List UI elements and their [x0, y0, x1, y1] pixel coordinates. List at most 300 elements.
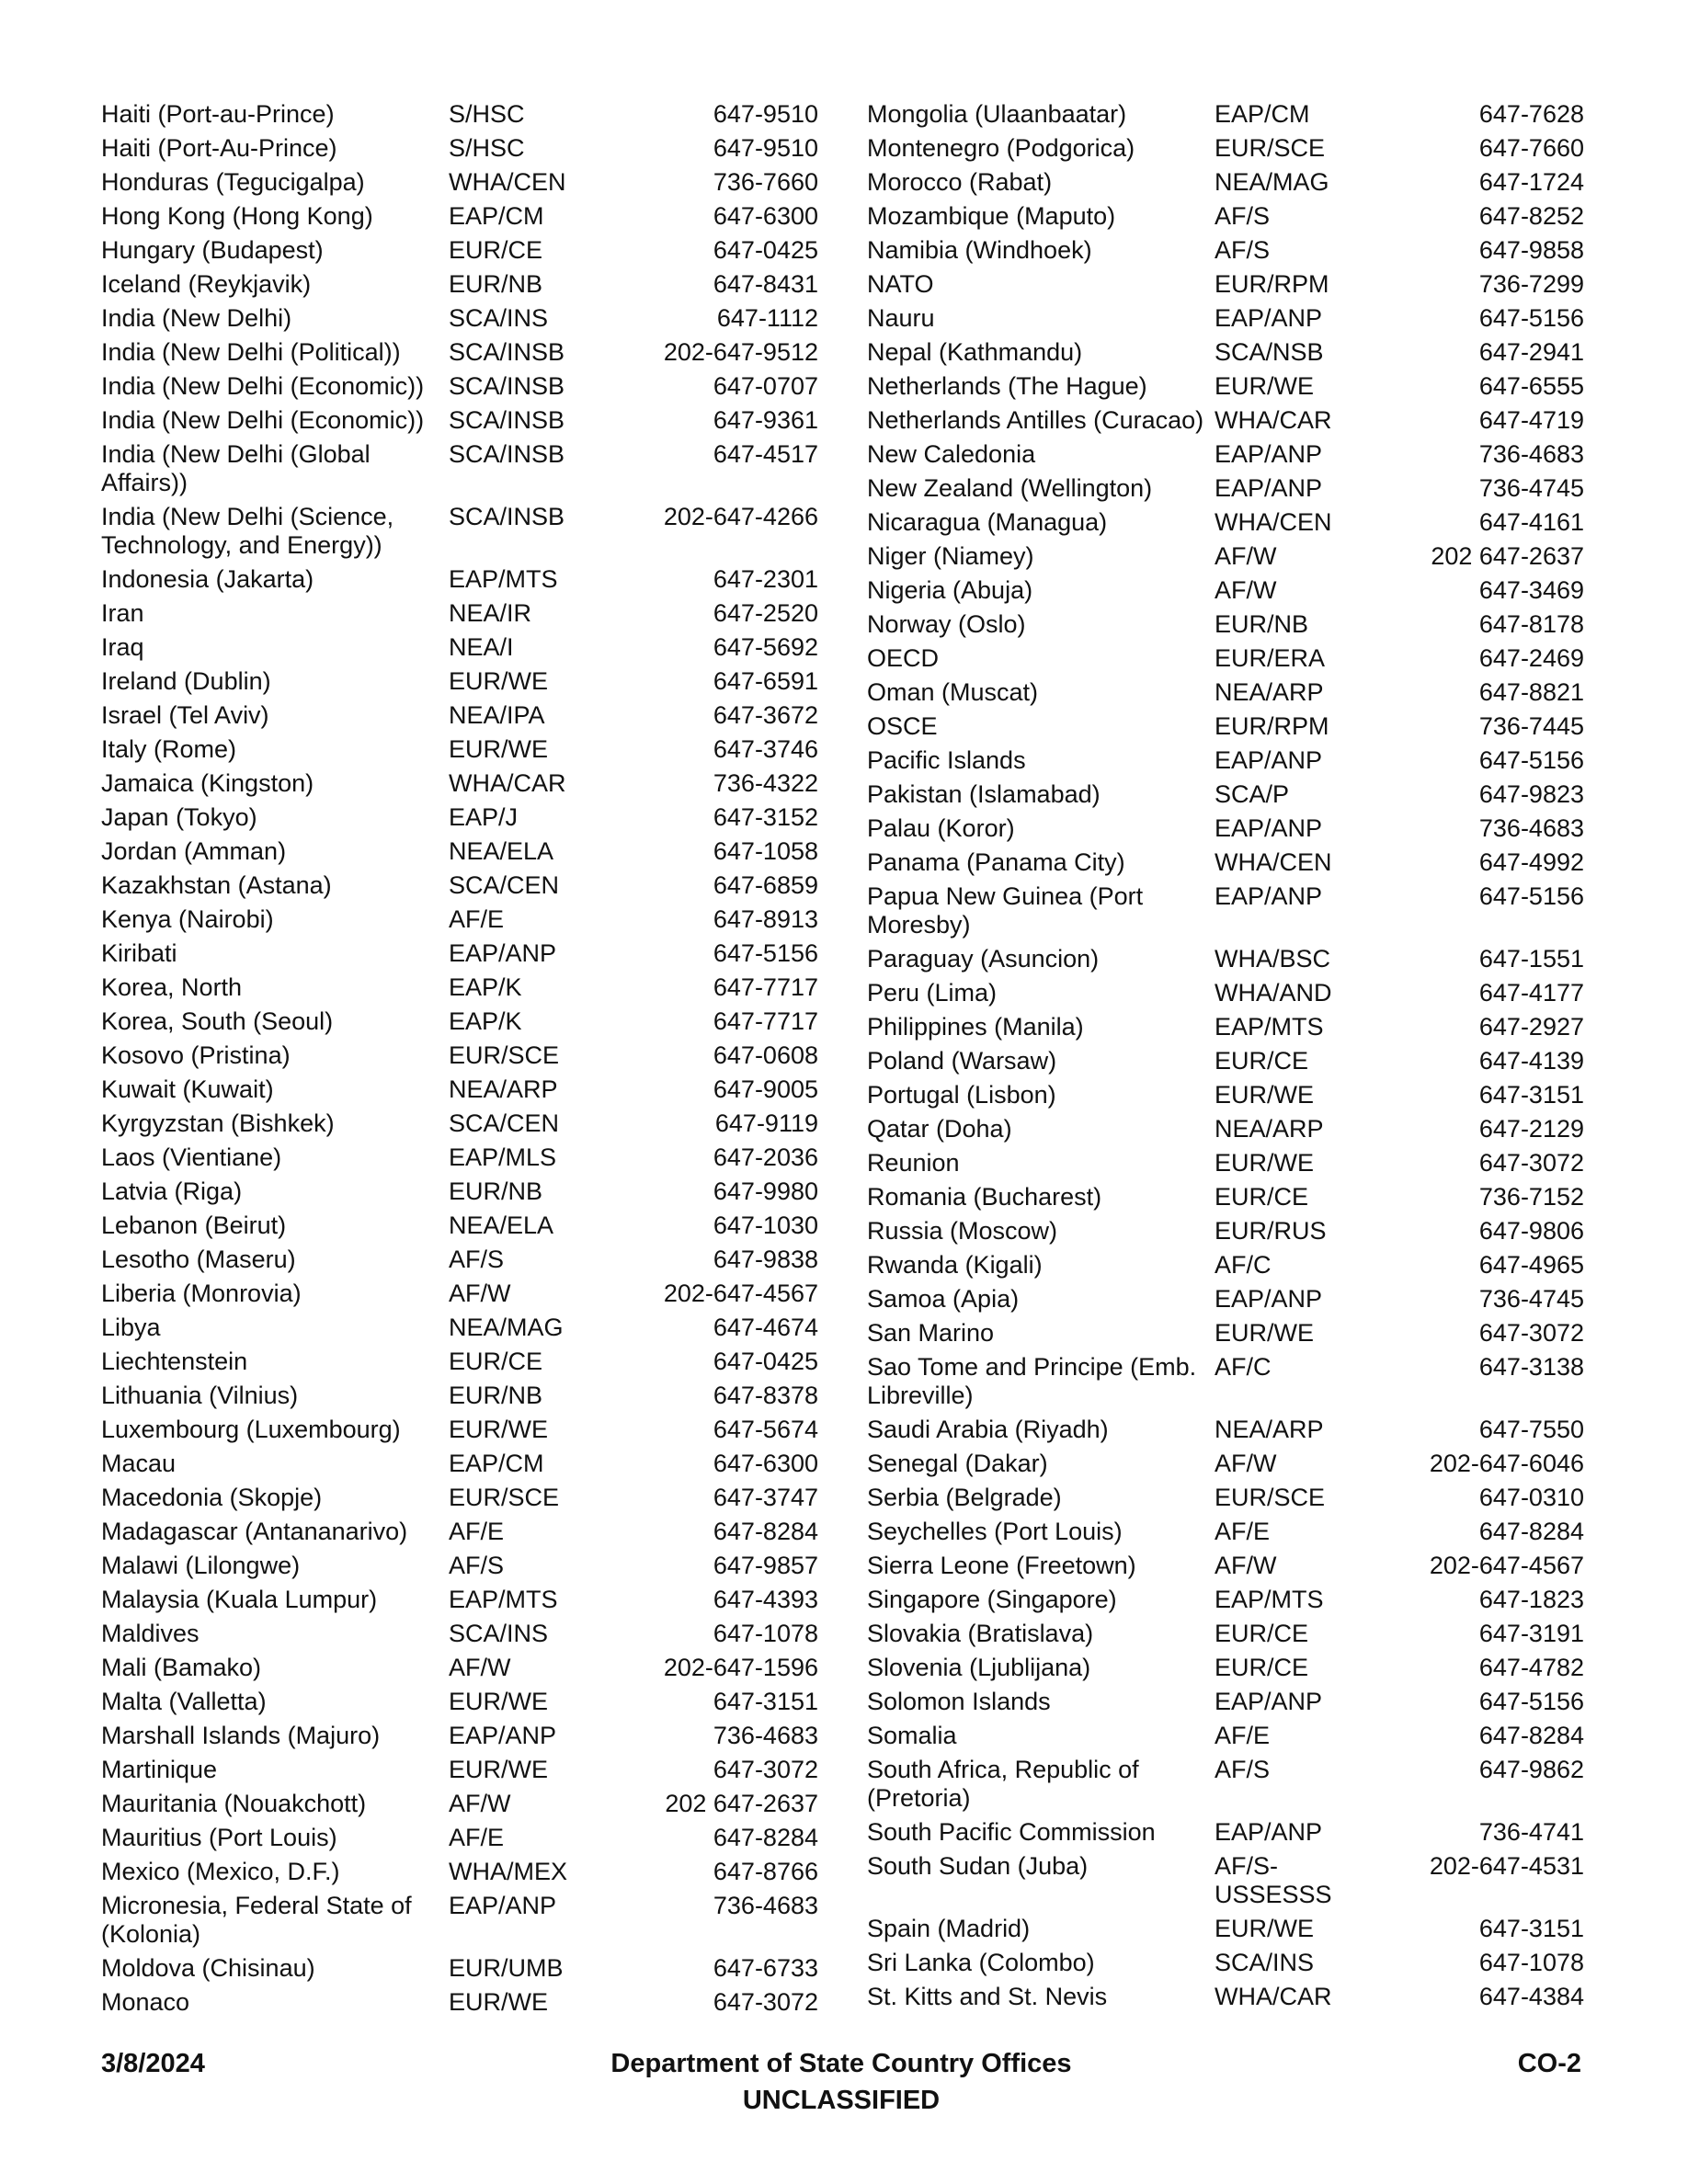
phone-number: 647-9980 [713, 1177, 818, 1205]
table-row [867, 270, 1584, 304]
country-name: Korea, South (Seoul) [101, 1007, 334, 1035]
country-name: Laos (Vientiane) [101, 1143, 282, 1171]
bureau-code: SCA/CEN [449, 1109, 560, 1137]
bureau-code: NEA/ARP [449, 1075, 558, 1103]
table-row [101, 1892, 818, 1954]
phone-number: 647-6859 [713, 871, 818, 899]
phone-number: 647-0707 [713, 372, 818, 400]
phone-number: 647-9361 [713, 406, 818, 434]
country-name: Namibia (Windhoek) [867, 236, 1092, 264]
country-name: Jordan (Amman) [101, 837, 287, 865]
phone-number: 647-9806 [1478, 1217, 1584, 1245]
country-name: St. Kitts and St. Nevis [867, 1983, 1108, 2010]
country-name: India (New Delhi (Global Affairs)) [101, 440, 371, 496]
phone-number: 647-4965 [1478, 1251, 1584, 1279]
phone-number: 647-9510 [713, 100, 818, 128]
bureau-code: AF/S [449, 1552, 505, 1579]
phone-number: 647-4161 [1478, 508, 1584, 536]
table-row [101, 633, 818, 667]
phone-number: 647-4517 [713, 440, 818, 468]
bureau-code: EAP/ANP [1215, 814, 1323, 842]
bureau-code: WHA/CAR [1215, 1983, 1332, 2010]
bureau-code: AF/W [1215, 576, 1277, 604]
table-row [867, 1319, 1584, 1353]
table-row [867, 712, 1584, 746]
country-name: Panama (Panama City) [867, 848, 1125, 876]
bureau-code: EAP/ANP [1215, 440, 1323, 468]
phone-number: 647-0425 [713, 1348, 818, 1375]
country-name: Israel (Tel Aviv) [101, 701, 269, 729]
directory-column-right [867, 100, 1584, 2017]
table-row [867, 406, 1584, 440]
bureau-code: NEA/MAG [1215, 168, 1329, 196]
country-name: Solomon Islands [867, 1688, 1051, 1715]
country-name: India (New Delhi (Science, Technology, and Energy)) [101, 503, 394, 559]
bureau-code: NEA/I [449, 633, 514, 661]
country-name: India (New Delhi (Political)) [101, 338, 401, 366]
country-name: Slovenia (Ljublijana) [867, 1654, 1091, 1681]
table-row [867, 1852, 1584, 1915]
phone-number: 647-7550 [1478, 1416, 1584, 1443]
country-name: San Marino [867, 1319, 995, 1347]
bureau-code: AF/W [449, 1790, 511, 1817]
phone-number: 647-4393 [713, 1586, 818, 1613]
phone-number: 647-2927 [1478, 1013, 1584, 1041]
phone-number: 736-4322 [713, 769, 818, 797]
table-row [101, 565, 818, 599]
phone-number: 736-4745 [1478, 1285, 1584, 1313]
table-row [101, 701, 818, 735]
bureau-code: EUR/WE [1215, 1319, 1314, 1347]
phone-number: 647-4992 [1478, 848, 1584, 876]
country-name: New Zealand (Wellington) [867, 474, 1153, 502]
country-name: Portugal (Lisbon) [867, 1081, 1056, 1109]
phone-number: 647-8913 [713, 905, 818, 933]
country-name: Mexico (Mexico, D.F.) [101, 1858, 340, 1885]
table-row [101, 1858, 818, 1892]
country-name: Kenya (Nairobi) [101, 905, 274, 933]
country-name: Hungary (Budapest) [101, 236, 324, 264]
country-name: Japan (Tokyo) [101, 803, 257, 831]
bureau-code: EAP/ANP [1215, 746, 1323, 774]
country-name: Somalia [867, 1722, 957, 1749]
table-row [101, 440, 818, 503]
bureau-code: EUR/ERA [1215, 644, 1326, 672]
table-row [101, 134, 818, 168]
bureau-code: EUR/WE [449, 667, 548, 695]
bureau-code: NEA/MAG [449, 1314, 564, 1341]
phone-number: 647-8284 [1478, 1722, 1584, 1749]
country-name: India (New Delhi (Economic)) [101, 372, 425, 400]
phone-number: 647-1112 [716, 304, 818, 332]
bureau-code: WHA/AND [1215, 979, 1332, 1007]
table-row [101, 1211, 818, 1246]
bureau-code: EUR/WE [1215, 1149, 1314, 1177]
table-row [101, 1988, 818, 2022]
phone-number: 647-3138 [1478, 1353, 1584, 1381]
table-row [867, 746, 1584, 780]
bureau-code: EUR/WE [1215, 1081, 1314, 1109]
bureau-code: WHA/CAR [1215, 406, 1332, 434]
bureau-code: EUR/WE [449, 735, 548, 763]
table-row [867, 678, 1584, 712]
country-name: Montenegro (Podgorica) [867, 134, 1135, 162]
table-row [101, 1518, 818, 1552]
bureau-code: EUR/CE [449, 1348, 543, 1375]
phone-number: 647-8766 [713, 1858, 818, 1885]
country-name: Niger (Niamey) [867, 542, 1034, 570]
table-row [867, 236, 1584, 270]
phone-number: 647-8284 [713, 1824, 818, 1851]
bureau-code: AF/W [1215, 542, 1277, 570]
bureau-code: EUR/RUS [1215, 1217, 1327, 1245]
bureau-code: SCA/P [1215, 780, 1290, 808]
bureau-code: WHA/CEN [1215, 508, 1332, 536]
bureau-code: EUR/CE [1215, 1183, 1309, 1211]
bureau-code: AF/C [1215, 1353, 1272, 1381]
phone-number: 647-3151 [713, 1688, 818, 1715]
country-name: Morocco (Rabat) [867, 168, 1053, 196]
table-row [101, 1790, 818, 1824]
country-name: Sri Lanka (Colombo) [867, 1949, 1095, 1976]
country-name: Jamaica (Kingston) [101, 769, 314, 797]
phone-number: 647-8431 [713, 270, 818, 298]
bureau-code: EUR/WE [449, 1416, 548, 1443]
bureau-code: EAP/ANP [449, 1892, 557, 1919]
phone-number: 647-1823 [1478, 1586, 1584, 1613]
bureau-code: AF/S-USSESSS [1215, 1852, 1332, 1908]
country-name: Mongolia (Ulaanbaatar) [867, 100, 1127, 128]
bureau-code: EUR/CE [1215, 1654, 1309, 1681]
bureau-code: NEA/IPA [449, 701, 545, 729]
bureau-code: EUR/CE [1215, 1047, 1309, 1075]
table-row [101, 1382, 818, 1416]
country-name: Spain (Madrid) [867, 1915, 1031, 1942]
country-name: Iran [101, 599, 144, 627]
phone-number: 202-647-4567 [1429, 1552, 1584, 1579]
bureau-code: EAP/ANP [449, 1722, 557, 1749]
country-name: Qatar (Doha) [867, 1115, 1012, 1143]
phone-number: 647-3151 [1478, 1081, 1584, 1109]
bureau-code: SCA/INSB [449, 406, 565, 434]
country-name: South Sudan (Juba) [867, 1852, 1089, 1880]
table-row [867, 1013, 1584, 1047]
table-row [101, 1954, 818, 1988]
bureau-code: AF/S [1215, 236, 1271, 264]
country-name: Nigeria (Abuja) [867, 576, 1033, 604]
table-row [101, 168, 818, 202]
bureau-code: NEA/ARP [1215, 1416, 1324, 1443]
bureau-code: EAP/ANP [1215, 1285, 1323, 1313]
country-name: Liberia (Monrovia) [101, 1280, 302, 1307]
country-name: New Caledonia [867, 440, 1036, 468]
country-name: Seychelles (Port Louis) [867, 1518, 1123, 1545]
bureau-code: WHA/CAR [449, 769, 566, 797]
country-name: Pacific Islands [867, 746, 1026, 774]
table-row [101, 871, 818, 905]
country-name: Malaysia (Kuala Lumpur) [101, 1586, 378, 1613]
phone-number: 647-4177 [1478, 979, 1584, 1007]
phone-number: 647-5156 [1478, 304, 1584, 332]
table-row [867, 1654, 1584, 1688]
table-row [101, 1246, 818, 1280]
table-row [101, 1484, 818, 1518]
table-row [101, 1348, 818, 1382]
table-row [101, 1143, 818, 1177]
phone-number: 202-647-6046 [1429, 1450, 1584, 1477]
bureau-code: SCA/INSB [449, 338, 565, 366]
country-name: Kuwait (Kuwait) [101, 1075, 274, 1103]
country-name: Serbia (Belgrade) [867, 1484, 1062, 1511]
phone-number: 736-4683 [713, 1892, 818, 1919]
table-row [867, 1484, 1584, 1518]
table-row [867, 1818, 1584, 1852]
table-row [101, 599, 818, 633]
table-row [867, 1353, 1584, 1416]
phone-number: 647-8252 [1478, 202, 1584, 230]
bureau-code: AF/E [1215, 1518, 1271, 1545]
country-name: OECD [867, 644, 940, 672]
phone-number: 202-647-1596 [663, 1654, 818, 1681]
table-row [867, 1081, 1584, 1115]
phone-number: 647-8378 [713, 1382, 818, 1409]
country-name: Hong Kong (Hong Kong) [101, 202, 373, 230]
bureau-code: EUR/SCE [449, 1041, 560, 1069]
country-name: Mali (Bamako) [101, 1654, 262, 1681]
table-row [101, 1007, 818, 1041]
bureau-code: S/HSC [449, 100, 525, 128]
phone-number: 647-1078 [1478, 1949, 1584, 1976]
footer-classification: UNCLASSIFIED [742, 2086, 941, 2115]
phone-number: 647-9510 [713, 134, 818, 162]
bureau-code: EUR/RPM [1215, 270, 1329, 298]
country-name: Samoa (Apia) [867, 1285, 1020, 1313]
phone-number: 647-2301 [713, 565, 818, 593]
bureau-code: EUR/UMB [449, 1954, 564, 1982]
bureau-code: AF/W [1215, 1450, 1277, 1477]
table-row [101, 1586, 818, 1620]
table-row [101, 100, 818, 134]
country-name: Mozambique (Maputo) [867, 202, 1116, 230]
country-name: Haiti (Port-au-Prince) [101, 100, 335, 128]
table-row [867, 372, 1584, 406]
table-row [867, 542, 1584, 576]
table-row [101, 236, 818, 270]
bureau-code: EAP/K [449, 1007, 522, 1035]
table-row [867, 202, 1584, 236]
bureau-code: AF/S [449, 1246, 505, 1273]
country-name: South Africa, Republic of (Pretoria) [867, 1756, 1139, 1812]
country-name: Iceland (Reykjavik) [101, 270, 312, 298]
bureau-code: NEA/ARP [1215, 678, 1324, 706]
table-row [101, 837, 818, 871]
country-name: Malta (Valletta) [101, 1688, 267, 1715]
phone-number: 647-1058 [713, 837, 818, 865]
phone-number: 647-3747 [713, 1484, 818, 1511]
phone-number: 647-4719 [1478, 406, 1584, 434]
bureau-code: EUR/SCE [449, 1484, 560, 1511]
bureau-code: EAP/ANP [449, 939, 557, 967]
phone-number: 736-7299 [1478, 270, 1584, 298]
phone-number: 647-7628 [1478, 100, 1584, 128]
phone-number: 647-0310 [1478, 1484, 1584, 1511]
table-row [101, 270, 818, 304]
bureau-code: EAP/CM [449, 202, 544, 230]
country-name: Rwanda (Kigali) [867, 1251, 1043, 1279]
country-name: Pakistan (Islamabad) [867, 780, 1101, 808]
country-name: Lebanon (Beirut) [101, 1211, 287, 1239]
table-row [101, 1824, 818, 1858]
table-row [867, 508, 1584, 542]
bureau-code: EAP/J [449, 803, 519, 831]
phone-number: 647-9857 [713, 1552, 818, 1579]
country-name: Paraguay (Asuncion) [867, 945, 1100, 973]
phone-number: 647-3151 [1478, 1915, 1584, 1942]
bureau-code: EUR/SCE [1215, 1484, 1326, 1511]
country-name: Macau [101, 1450, 177, 1477]
bureau-code: AF/S [1215, 1756, 1271, 1783]
table-row [867, 304, 1584, 338]
country-name: Kyrgyzstan (Bishkek) [101, 1109, 335, 1137]
phone-number: 647-8821 [1478, 678, 1584, 706]
bureau-code: EAP/MTS [449, 565, 558, 593]
phone-number: 647-5156 [1478, 746, 1584, 774]
table-row [867, 1416, 1584, 1450]
table-row [101, 338, 818, 372]
bureau-code: NEA/IR [449, 599, 532, 627]
bureau-code: AF/C [1215, 1251, 1272, 1279]
country-name: Palau (Koror) [867, 814, 1015, 842]
table-row [101, 1041, 818, 1075]
table-row [867, 945, 1584, 979]
bureau-code: WHA/BSC [1215, 945, 1331, 973]
footer-title: Department of State Country Offices [610, 2049, 1072, 2078]
table-row [101, 1314, 818, 1348]
phone-number: 202-647-4531 [1429, 1852, 1584, 1880]
phone-number: 647-3072 [1478, 1319, 1584, 1347]
footer-page-number: CO-2 [1517, 2049, 1581, 2078]
phone-number: 647-9862 [1478, 1756, 1584, 1783]
phone-number: 202-647-9512 [663, 338, 818, 366]
country-name: Mauritania (Nouakchott) [101, 1790, 367, 1817]
bureau-code: AF/S [1215, 202, 1271, 230]
country-name: Malawi (Lilongwe) [101, 1552, 301, 1579]
table-row [867, 1915, 1584, 1949]
directory-column-left [101, 100, 818, 2022]
table-row [101, 304, 818, 338]
phone-number: 647-0608 [713, 1041, 818, 1069]
bureau-code: EUR/NB [1215, 610, 1309, 638]
table-row [867, 1688, 1584, 1722]
bureau-code: AF/E [1215, 1722, 1271, 1749]
phone-number: 647-5156 [713, 939, 818, 967]
bureau-code: EUR/CE [449, 236, 543, 264]
phone-number: 647-1551 [1478, 945, 1584, 973]
table-row [867, 1983, 1584, 2017]
country-name: Monaco [101, 1988, 190, 2016]
phone-number: 647-1724 [1478, 168, 1584, 196]
phone-number: 647-3152 [713, 803, 818, 831]
country-name: NATO [867, 270, 934, 298]
table-row [867, 1949, 1584, 1983]
table-row [101, 973, 818, 1007]
table-row [101, 1177, 818, 1211]
table-row [101, 939, 818, 973]
table-row [101, 1654, 818, 1688]
country-name: OSCE [867, 712, 938, 740]
table-row [867, 474, 1584, 508]
phone-number: 647-3746 [713, 735, 818, 763]
bureau-code: EUR/NB [449, 270, 543, 298]
table-row [867, 979, 1584, 1013]
phone-number: 647-7717 [713, 1007, 818, 1035]
phone-number: 647-3072 [713, 1756, 818, 1783]
phone-number: 647-4139 [1478, 1047, 1584, 1075]
table-row [101, 1416, 818, 1450]
table-row [867, 168, 1584, 202]
country-name: Maldives [101, 1620, 200, 1647]
phone-number: 647-9823 [1478, 780, 1584, 808]
bureau-code: NEA/ELA [449, 837, 554, 865]
bureau-code: SCA/INS [1215, 1949, 1315, 1976]
table-row [867, 780, 1584, 814]
table-row [867, 1115, 1584, 1149]
bureau-code: EUR/WE [1215, 1915, 1314, 1942]
bureau-code: EAP/K [449, 973, 522, 1001]
phone-number: 647-2036 [713, 1143, 818, 1171]
country-name: Micronesia, Federal State of (Kolonia) [101, 1892, 412, 1948]
phone-number: 647-2941 [1478, 338, 1584, 366]
phone-number: 736-7660 [713, 168, 818, 196]
country-name: Reunion [867, 1149, 960, 1177]
phone-number: 736-7445 [1478, 712, 1584, 740]
phone-number: 647-2520 [713, 599, 818, 627]
country-name: Romania (Bucharest) [867, 1183, 1102, 1211]
phone-number: 736-4683 [1478, 814, 1584, 842]
table-row [867, 1552, 1584, 1586]
phone-number: 202-647-4266 [663, 503, 818, 530]
phone-number: 647-5692 [713, 633, 818, 661]
country-name: Madagascar (Antananarivo) [101, 1518, 408, 1545]
country-name: Luxembourg (Luxembourg) [101, 1416, 401, 1443]
table-row [101, 1688, 818, 1722]
table-row [867, 644, 1584, 678]
bureau-code: EAP/MTS [1215, 1586, 1324, 1613]
bureau-code: SCA/INSB [449, 372, 565, 400]
phone-number: 202 647-2637 [1431, 542, 1584, 570]
country-name: India (New Delhi (Economic)) [101, 406, 425, 434]
phone-number: 647-3072 [1478, 1149, 1584, 1177]
table-row [867, 1217, 1584, 1251]
country-name: Marshall Islands (Majuro) [101, 1722, 381, 1749]
bureau-code: EAP/ANP [1215, 1818, 1323, 1846]
country-name: Senegal (Dakar) [867, 1450, 1048, 1477]
table-row [101, 667, 818, 701]
table-row [867, 1183, 1584, 1217]
phone-number: 647-0425 [713, 236, 818, 264]
phone-number: 647-9119 [714, 1109, 818, 1137]
phone-number: 647-6591 [713, 667, 818, 695]
country-name: Oman (Muscat) [867, 678, 1039, 706]
table-row [101, 1620, 818, 1654]
phone-number: 647-3072 [713, 1988, 818, 2016]
country-name: Macedonia (Skopje) [101, 1484, 323, 1511]
phone-number: 647-9005 [713, 1075, 818, 1103]
phone-number: 647-4674 [713, 1314, 818, 1341]
phone-number: 647-9838 [713, 1246, 818, 1273]
bureau-code: EUR/RPM [1215, 712, 1329, 740]
phone-number: 647-9858 [1478, 236, 1584, 264]
